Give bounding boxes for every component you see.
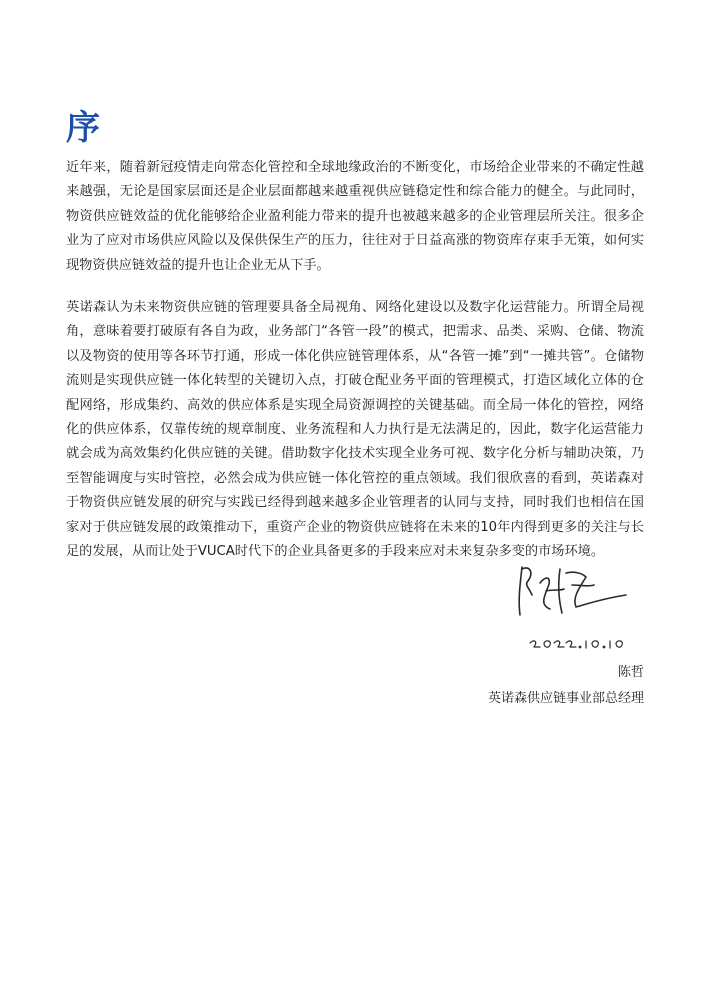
preface-body [66, 156, 644, 583]
signer-name: 陈哲 [617, 665, 644, 680]
page-title: 序 [66, 108, 101, 148]
paragraph-1: 近年来，随着新冠疫情走向常态化管控和全球地缘政治的不断变化，市场给企业带来的不确定性越来越强，无论是国家层面还是企业层面都越来越重视供应链稳定性和综合能力的健全。与此同时，物资供应链效益的优化能够给企业盈利能力带来的提升也被越来越多的企业管理层所关注。很多企业为了应对市场供应风险以及保供保生产的压力，往往对于日益高涨的物资库存束手无策，如何实现物资供应链效益的提升也让企业无从下手。 [66, 160, 644, 273]
handwritten-signature [500, 555, 650, 655]
signer-title: 英诺森供应链事业部总经理 [487, 691, 644, 706]
paragraph-2: 英诺森认为未来物资供应链的管理要具备全局视角、网络化建设以及数字化运营能力。所谓全局视角，意味着要打破原有各自为政，业务部门“各管一段”的模式，把需求、品类、采购、仓储、物流以及物资的使用等各环节打通，形成一体化供应链管理体系，从“各管一摊”到“一摊共管”。仓储物流则是实现供应链一体化转型的关键切入点，打破仓配业务平面的管理模式，打造区域化立体的仓配网络，形成集约、高效的供应体系是实现全局资源调控的关键基础。而全局一体化的管控，网络化的供应体系，仅靠传统的规章制度、业务流程和人力执行是无法满足的，因此，数字化运营能力就会成为高效集约化供应链的关键。借助数字化技术实现全业务可视、数字化分析与辅助决策，乃至智能调度与实时管控，必然会成为供应链一体化管控的重点领域。我们很欣喜的看到，英诺森对于物资供应链发展的研究与实践已经得到越来越多企业管理者的认同与支持，同时我们也相信在国家对于供应链发展的政策推动下，重资产企业的物资供应链将在未来的10年内得到更多的关注与长足的发展，从而让处于VUCA时代下的企业具备更多的手段来应对未来复杂多变的市场环境。 [66, 300, 644, 560]
signature-drawing [500, 555, 650, 655]
